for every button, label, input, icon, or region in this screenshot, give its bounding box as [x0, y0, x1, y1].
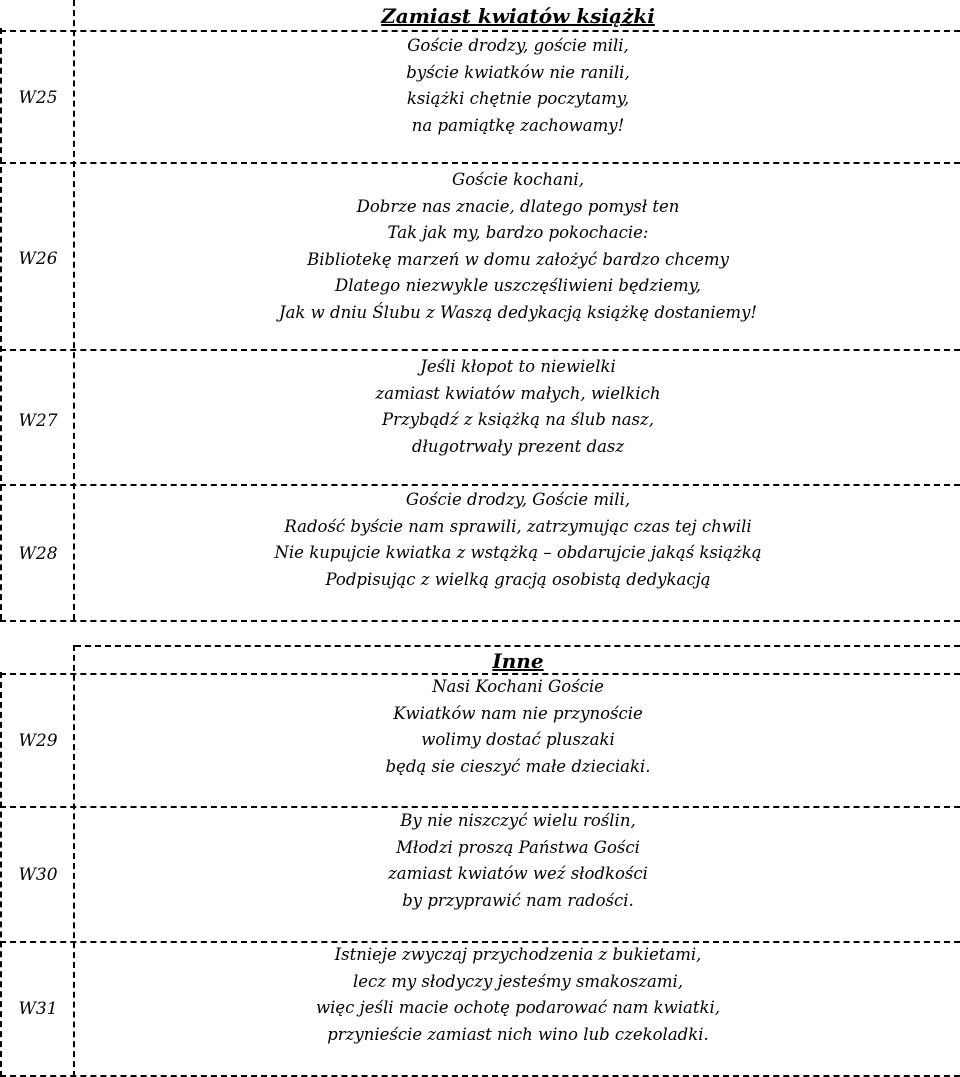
divider-line [0, 30, 960, 32]
verse-line: Radość byście nam sprawili, zatrzymując czas tej chwili [284, 516, 752, 536]
divider-line [75, 645, 960, 647]
verse-line: przynieście zamiast nich wino lub czekoladki. [327, 1024, 709, 1044]
verse-text [76, 354, 960, 460]
divider-line [0, 349, 960, 351]
verse-line: książki chętnie poczytamy, [406, 89, 630, 108]
verse-line: zamiast kwiatów małych, wielkich [375, 383, 661, 403]
verse-line: Jeśli kłopot to niewielki [420, 357, 616, 376]
verse-line: Nasi Kochani Goście [432, 677, 604, 696]
left-border [0, 28, 2, 620]
divider-line [0, 484, 960, 486]
verse-text [76, 33, 960, 139]
verse-line: Istnieje zwyczaj przychodzenia z bukietami, [334, 945, 702, 964]
verse-text [76, 167, 960, 326]
verse-line: Dlatego niezwykle uszczęśliwieni będziemy, [334, 276, 702, 295]
divider-line [0, 620, 960, 622]
verse-line: Kwiatków nam nie przynoście [393, 703, 643, 723]
verse-line: Jak w dniu Ślubu z Waszą dedykacją książkę dostaniemy! [278, 302, 758, 322]
verse-line: Goście drodzy, goście mili, [407, 36, 629, 55]
section-title: Zamiast kwiatów książki [381, 4, 655, 28]
verse-line: By nie niszczyć wielu roślin, [400, 811, 636, 830]
verse-line: Goście kochani, [452, 170, 584, 189]
verse-line: wolimy dostać pluszaki [421, 730, 615, 749]
verse-line: na pamiątkę zachowamy! [411, 115, 625, 135]
verse-line: byście kwiatków nie ranili, [406, 62, 630, 82]
entry-code: W29 [18, 731, 58, 751]
verse-text [76, 942, 960, 1048]
verse-line: zamiast kwiatów weź słodkości [388, 864, 648, 883]
verse-line: Bibliotekę marzeń w domu założyć bardzo chcemy [307, 249, 729, 269]
verse-line: lecz my słodyczy jesteśmy smakoszami, [352, 971, 684, 991]
entry-code: W26 [18, 249, 58, 269]
verse-text [76, 674, 960, 780]
verse-line: Nie kupujcie kwiatka z wstążką – obdarujcie jakąś książką [274, 543, 762, 562]
verse-text [76, 808, 960, 914]
verse-line: Goście drodzy, Goście mili, [405, 490, 631, 509]
verse-line: Młodzi proszą Państwa Gości [396, 837, 640, 857]
verse-line: Dobrze nas znacie, dlatego pomysł ten [356, 196, 680, 216]
verse-line: Tak jak my, bardzo pokochacie: [387, 223, 649, 242]
verse-line: więc jeśli macie ochotę podarować nam kwiatki, [315, 998, 721, 1017]
divider-line [0, 162, 960, 164]
verse-text [76, 487, 960, 593]
section-title: Inne [492, 649, 544, 673]
verse-line: by przyprawić nam radości. [402, 890, 634, 910]
verse-line: Przybądź z książką na ślub nasz, [382, 410, 654, 429]
verse-line: będą sie cieszyć małe dzieciaki. [385, 756, 651, 776]
entry-code: W30 [18, 865, 58, 885]
entry-code: W25 [18, 88, 58, 108]
verse-line: Podpisując z wielką gracją osobistą dedykacją [325, 569, 711, 589]
entry-code: W27 [18, 411, 58, 431]
verse-line: długotrwały prezent dasz [411, 436, 625, 456]
entry-code: W31 [18, 999, 58, 1019]
entry-code: W28 [18, 544, 58, 564]
